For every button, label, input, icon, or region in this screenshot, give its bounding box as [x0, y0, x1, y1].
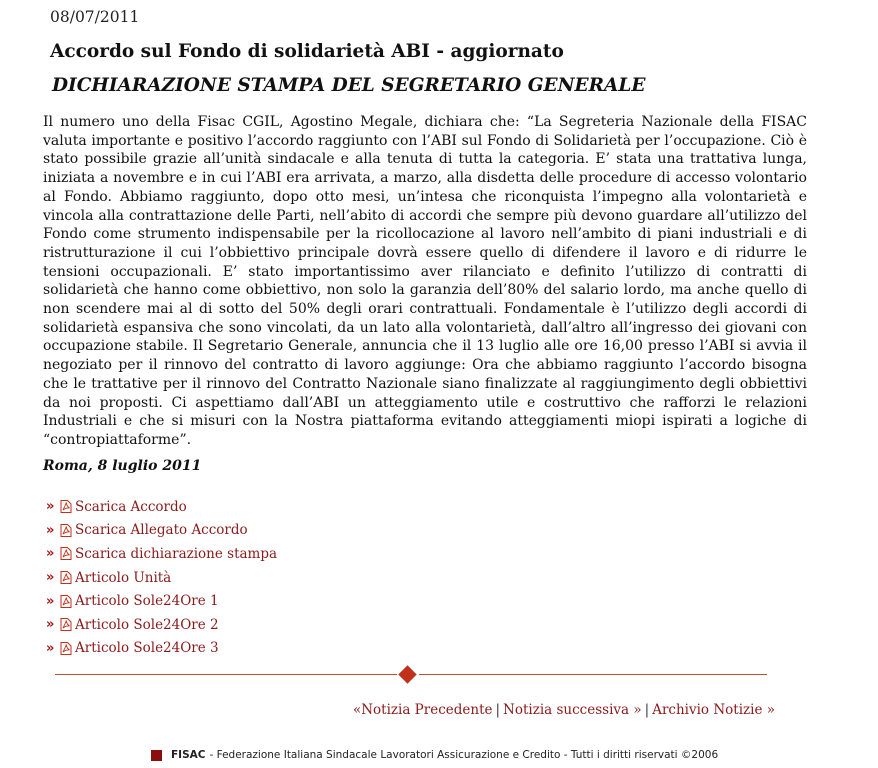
divider-line-right [419, 674, 767, 675]
link-item [46, 566, 277, 590]
fisac-square-icon [151, 750, 162, 761]
diamond-icon [398, 665, 416, 683]
pdf-icon[interactable] [60, 524, 72, 537]
pdf-icon[interactable] [60, 618, 72, 631]
page-footer [151, 749, 718, 761]
article-subtitle: DICHIARAZIONE STAMPA DEL SEGRETARIO GENERALE [52, 75, 646, 96]
bullet-icon: » [46, 570, 55, 586]
pdf-icon[interactable] [60, 500, 72, 513]
link-item [46, 542, 277, 566]
article-body: Il numero uno della Fisac CGIL, Agostino Megale, dichiara che: “La Segreteria Nazionale della FISAC valuta importante e positivo l’accordo raggiunto con l’ABI sul Fondo di Solidarietà per l’occupazione. Ciò è stato possibile grazie all’unità sindacale e alla tenuta di tutta la categoria. E’ stata una trattativa lunga, iniziata a novembre e in cui l’ABI era arrivata, a marzo, alla disdetta delle procedure di accesso volontario al Fondo. Abbiamo raggiunto, dopo otto mesi, un’intesa che riconquista l’impegno alla volontarietà e vincola alla contrattazione delle Parti, nell’abito di accordi che sempre più devono guardare all’utilizzo del Fondo come strumento indispensabile per la ricollocazione al lavoro nell’ambito di piani industriali e di ristrutturazione il cui l’obbiettivo principale dovrà essere quello di difendere il lavoro e di ridurre le tensioni occupazionali. E’ stato importantissimo aver rilanciato e definito l’utilizzo di contratti di solidarietà che hanno come obbiettivo, non solo la garanzia dell’80% del salario lordo, ma anche quello di non scendere mai al di sotto del 50% degli orari contrattuali. Fondamentale è l’utilizzo degli accordi di solidarietà espansiva che sono vincolati, da un lato alla volontarietà, dall’altro all’ingresso dei giovani con occupazione stabile. Il Segretario Generale, annuncia che il 13 luglio alle ore 16,00 presso l’ABI si avvia il negoziato per il rinnovo del contratto di lavoro aggiunge: Ora che abbiamo raggiunto l’accordo bisogna che le trattative per il rinnovo del Contratto Nazionale siano finalizzate al raggiungimento degli obbiettivi da noi proposti. Ci aspettiamo dall’ABI un atteggiamento utile e costruttivo che rafforzi le relazioni Industriali e che si misuri con la Nostra piattaforma evitando atteggiamenti miopi ispirati a logiche di “contropiattaforme”. [43, 114, 807, 448]
download-links-list [46, 495, 277, 660]
pdf-icon[interactable] [60, 571, 72, 584]
link-item [46, 613, 277, 637]
previous-news-link[interactable]: «Notizia Precedente [352, 702, 493, 718]
link-item [46, 637, 277, 661]
link-scarica-allegato-accordo[interactable]: Scarica Allegato Accordo [75, 522, 248, 539]
pdf-icon[interactable] [60, 547, 72, 560]
link-item [46, 519, 277, 543]
article-title: Accordo sul Fondo di solidarietà ABI - aggiornato [50, 41, 564, 62]
nav-separator: | [495, 702, 501, 718]
bullet-icon: » [46, 499, 55, 515]
news-navigation [353, 702, 775, 718]
link-articolo-sole24ore-1[interactable]: Articolo Sole24Ore 1 [75, 593, 219, 610]
article-date: 08/07/2011 [50, 8, 140, 26]
footer-brand: FISAC [171, 749, 206, 761]
link-item [46, 495, 277, 519]
bullet-icon: » [46, 640, 55, 656]
article-signature: Roma, 8 luglio 2011 [43, 458, 202, 474]
bullet-icon: » [46, 522, 55, 538]
pdf-icon[interactable] [60, 642, 72, 655]
footer-text: - Federazione Italiana Sindacale Lavoratori Assicurazione e Credito - Tutti i diritti riservati ©2006 [209, 749, 719, 761]
link-articolo-unita[interactable]: Articolo Unità [75, 569, 172, 586]
link-item [46, 589, 277, 613]
next-news-link[interactable]: Notizia successiva » [503, 702, 642, 718]
bullet-icon: » [46, 593, 55, 609]
bullet-icon: » [46, 617, 55, 633]
nav-separator: | [644, 702, 650, 718]
link-scarica-dichiarazione-stampa[interactable]: Scarica dichiarazione stampa [75, 545, 278, 562]
section-divider [55, 664, 767, 686]
bullet-icon: » [46, 546, 55, 562]
divider-line-left [55, 674, 397, 675]
pdf-icon[interactable] [60, 595, 72, 608]
news-archive-link[interactable]: Archivio Notizie » [652, 702, 775, 718]
link-articolo-sole24ore-2[interactable]: Articolo Sole24Ore 2 [75, 616, 219, 633]
link-articolo-sole24ore-3[interactable]: Articolo Sole24Ore 3 [75, 640, 219, 657]
link-scarica-accordo[interactable]: Scarica Accordo [75, 498, 187, 515]
